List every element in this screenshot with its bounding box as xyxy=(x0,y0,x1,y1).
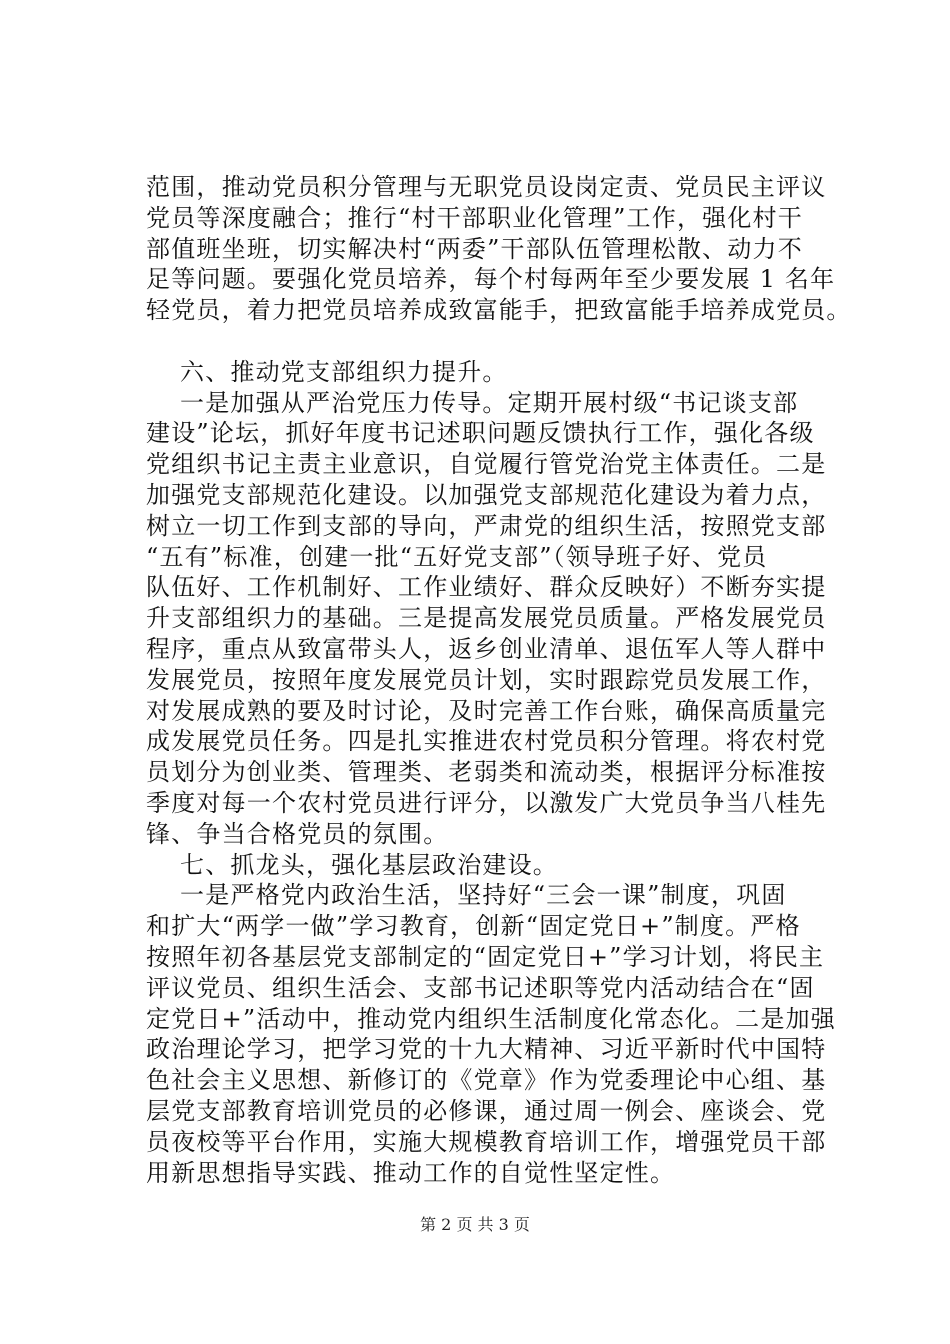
body-line: 加强党支部规范化建设。以加强党支部规范化建设为着力点， xyxy=(146,480,827,509)
body-line: 员划分为创业类、管理类、老弱类和流动类，根据评分标准按 xyxy=(146,758,827,787)
page-footer: 第 2 页 共 3 页 xyxy=(420,1215,530,1234)
body-line: 程序，重点从致富带头人，返乡创业清单、退伍军人等人群中 xyxy=(146,634,827,663)
body-line: 轻党员，着力把党员培养成致富能手，把致富能手培养成党员。 xyxy=(146,296,852,325)
body-line: 足等问题。要强化党员培养，每个村每两年至少要发展 1 名年 xyxy=(146,265,836,294)
body-line: 对发展成熟的要及时讨论，及时完善工作台账，确保高质量完 xyxy=(146,696,827,725)
paragraph-gap xyxy=(146,326,836,357)
body-line: 升支部组织力的基础。三是提高发展党员质量。严格发展党员 xyxy=(146,604,827,633)
body-line: 建设”论坛，抓好年度书记述职问题反馈执行工作，强化各级 xyxy=(146,419,815,448)
body-line: 队伍好、工作机制好、工作业绩好、群众反映好）不断夯实提 xyxy=(146,573,827,602)
body-line: 用新思想指导实践、推动工作的自觉性坚定性。 xyxy=(146,1158,676,1187)
section-heading: 七、抓龙头，强化基层政治建设。 xyxy=(180,850,558,879)
body-line: 政治理论学习，把学习党的十九大精神、习近平新时代中国特 xyxy=(146,1035,827,1064)
body-line: “五有”标准，创建一批“五好党支部”（领导班子好、党员 xyxy=(146,542,768,571)
body-line: 一是严格党内政治生活，坚持好“三会一课”制度，巩固 xyxy=(180,881,787,910)
body-line: 发展党员，按照年度发展党员计划，实时跟踪党员发展工作， xyxy=(146,665,827,694)
body-line: 树立一切工作到支部的导向，严肃党的组织生活，按照党支部 xyxy=(146,511,827,540)
body-line: 部值班坐班，切实解决村“两委”干部队伍管理松散、动力不 xyxy=(146,234,803,263)
body-line: 层党支部教育培训党员的必修课，通过周一例会、座谈会、党 xyxy=(146,1096,827,1125)
section-heading: 六、推动党支部组织力提升。 xyxy=(180,357,508,386)
document-body xyxy=(146,172,852,1188)
body-line: 党组织书记主责主业意识，自觉履行管党治党主体责任。二是 xyxy=(146,450,827,479)
body-line: 评议党员、组织生活会、支部书记述职等党内活动结合在“固 xyxy=(146,973,815,1002)
body-line: 和扩大“两学一做”学习教育，创新“固定党日+”制度。严格 xyxy=(146,912,801,941)
body-line: 员夜校等平台作用，实施大规模教育培训工作，增强党员干部 xyxy=(146,1127,827,1156)
body-line: 定党日+”活动中，推动党内组织生活制度化常态化。二是加强 xyxy=(146,1004,836,1033)
body-line: 党员等深度融合；推行“村干部职业化管理”工作，强化村干 xyxy=(146,203,803,232)
body-line: 一是加强从严治党压力传导。定期开展村级“书记谈支部 xyxy=(180,388,799,417)
body-line: 季度对每一个农村党员进行评分，以激发广大党员争当八桂先 xyxy=(146,788,827,817)
body-line: 范围，推动党员积分管理与无职党员设岗定责、党员民主评议 xyxy=(146,173,827,201)
body-line: 成发展党员任务。四是扎实推进农村党员积分管理。将农村党 xyxy=(146,727,827,756)
body-line: 锋、争当合格党员的氛围。 xyxy=(146,819,449,848)
body-line: 色社会主义思想、新修订的《党章》作为党委理论中心组、基 xyxy=(146,1066,827,1095)
body-line: 按照年初各基层党支部制定的“固定党日+”学习计划，将民主 xyxy=(146,942,825,971)
